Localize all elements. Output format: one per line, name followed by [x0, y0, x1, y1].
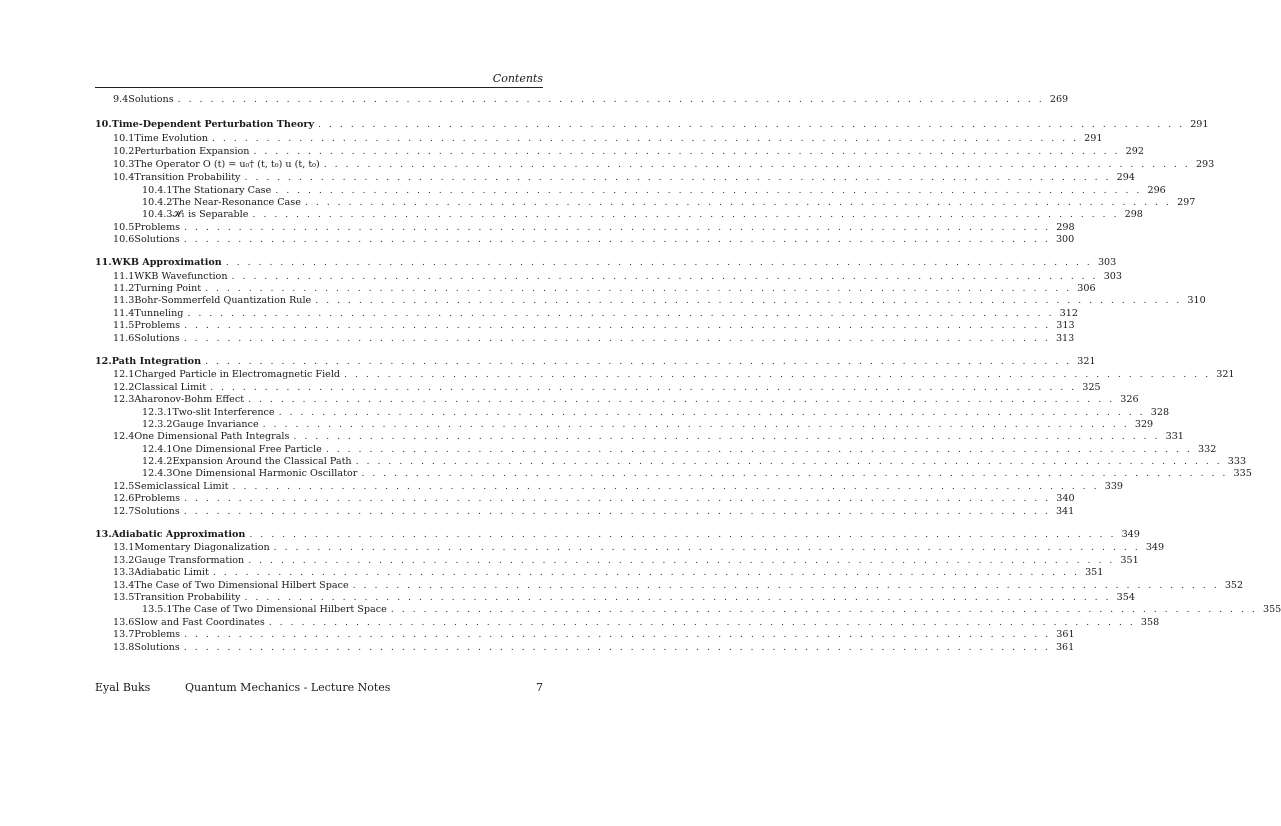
- toc-entry-page: 339: [1104, 481, 1124, 492]
- toc-entry-number: 11.5: [113, 320, 135, 331]
- toc-leader-dots: . . . . . . . . . . . . . . . . . . . . . . . . . . . . . . . . . . . . . . . . . . . . . . . . . . . . . . . . . . . . . . . . . . . . . . . . . . . . . . . .: [183, 642, 1051, 653]
- toc-leader-dots: . . . . . . . . . . . . . . . . . . . . . . . . . . . . . . . . . . . . . . . . . . . . . . . . . . . . . . . . . . . . . . . . . . . . . . . . . . . . . . . .: [205, 356, 1072, 367]
- toc-section-entry[interactable]: [113, 493, 1075, 505]
- toc-entry-number: 12.5: [113, 481, 135, 492]
- toc-entry-page: 321: [1216, 369, 1235, 380]
- toc-entry-title: Tunneling: [134, 308, 184, 319]
- toc-entry-title: Transition Probability: [134, 172, 241, 183]
- toc-section-entry[interactable]: [113, 382, 1101, 394]
- toc-entry-page: 358: [1140, 617, 1160, 628]
- toc-leader-dots: . . . . . . . . . . . . . . . . . . . . . . . . . . . . . . . . . . . . . . . . . . . . . . . . . . . . . . . . . . . . . . . . . . . . . . . . . . . . . . . .: [262, 419, 1130, 430]
- toc-entry-title: The Near-Resonance Case: [172, 197, 301, 208]
- toc-leader-dots: . . . . . . . . . . . . . . . . . . . . . . . . . . . . . . . . . . . . . . . . . . . . . . . . . . . . . . . . . . . . . . . . . . . . . . . . . . . . . . . .: [253, 146, 1120, 157]
- toc-entry-page: 321: [1077, 356, 1096, 367]
- toc-entry-page: 329: [1134, 419, 1154, 430]
- toc-section-entry[interactable]: [113, 222, 1075, 234]
- toc-entry-number: 13.3: [113, 567, 135, 578]
- toc-leader-dots: . . . . . . . . . . . . . . . . . . . . . . . . . . . . . . . . . . . . . . . . . . . . . . . . . . . . . . . . . . . . . . . . . . . . . . . . . . . . . . . .: [212, 133, 1079, 144]
- toc-entry-number: 11.: [95, 257, 112, 268]
- toc-section-entry[interactable]: [113, 542, 1165, 554]
- toc-section-entry[interactable]: [113, 308, 1078, 320]
- toc-entry-page: 331: [1165, 431, 1184, 442]
- toc-entry-number: 13.1: [113, 542, 135, 553]
- toc-entry-page: 325: [1082, 382, 1101, 393]
- toc-section-entry[interactable]: [113, 159, 1215, 171]
- toc-section-entry[interactable]: [113, 283, 1096, 295]
- toc-leader-dots: . . . . . . . . . . . . . . . . . . . . . . . . . . . . . . . . . . . . . . . . . . . . . . . . . . . . . . . . . . . . . . . . . . . . . . . . . . . . . . . .: [183, 333, 1051, 344]
- toc-section-entry[interactable]: [113, 617, 1160, 629]
- toc-entry-title: One Dimensional Free Particle: [172, 444, 322, 455]
- toc-leader-dots: . . . . . . . . . . . . . . . . . . . . . . . . . . . . . . . . . . . . . . . . . . . . . . . . . . . . . . . . . . . . . . . . . . . . . . . . . . . . . . . .: [315, 295, 1182, 306]
- toc-leader-dots: . . . . . . . . . . . . . . . . . . . . . . . . . . . . . . . . . . . . . . . . . . . . . . . . . . . . . . . . . . . . . . . . . . . . . . . . . . . . . . . .: [210, 382, 1077, 393]
- toc-entry-page: 303: [1103, 271, 1122, 282]
- toc-entry-page: 294: [1116, 172, 1135, 183]
- toc-leader-dots: . . . . . . . . . . . . . . . . . . . . . . . . . . . . . . . . . . . . . . . . . . . . . . . . . . . . . . . . . . . . . . . . . . . . . . . . . . . . . . . .: [325, 444, 1193, 455]
- toc-leader-dots: . . . . . . . . . . . . . . . . . . . . . . . . . . . . . . . . . . . . . . . . . . . . . . . . . . . . . . . . . . . . . . . . . . . . . . . . . . . . . . . .: [252, 209, 1119, 220]
- toc-entry-title: Transition Probability: [134, 592, 241, 603]
- toc-leader-dots: . . . . . . . . . . . . . . . . . . . . . . . . . . . . . . . . . . . . . . . . . . . . . . . . . . . . . . . . . . . . . . . . . . . . . . . . . . . . . . . .: [183, 234, 1051, 245]
- toc-entry-page: 341: [1055, 506, 1075, 517]
- toc-entry-page: 352: [1224, 580, 1244, 591]
- toc-entry-title: Solutions: [134, 642, 180, 653]
- toc-subsection-entry[interactable]: [142, 604, 1281, 616]
- toc-subsection-entry[interactable]: [142, 407, 1170, 419]
- toc-section-entry[interactable]: [113, 481, 1124, 493]
- toc-leader-dots: . . . . . . . . . . . . . . . . . . . . . . . . . . . . . . . . . . . . . . . . . . . . . . . . . . . . . . . . . . . . . . . . . . . . . . . . . . . . . . . .: [390, 604, 1258, 615]
- toc-leader-dots: . . . . . . . . . . . . . . . . . . . . . . . . . . . . . . . . . . . . . . . . . . . . . . . . . . . . . . . . . . . . . . . . . . . . . . . . . . . . . . . .: [183, 506, 1051, 517]
- toc-subsection-entry[interactable]: [142, 456, 1247, 468]
- toc-entry-number: 12.3.2: [142, 419, 173, 430]
- toc-subsection-entry[interactable]: [142, 209, 1143, 221]
- toc-leader-dots: . . . . . . . . . . . . . . . . . . . . . . . . . . . . . . . . . . . . . . . . . . . . . . . . . . . . . . . . . . . . . . . . . . . . . . . . . . . . . . . .: [344, 369, 1211, 380]
- toc-section-entry[interactable]: [113, 629, 1075, 641]
- toc-entry-page: 349: [1145, 542, 1165, 553]
- toc-entry-page: 291: [1084, 133, 1103, 144]
- toc-entry-page: 291: [1190, 119, 1209, 130]
- toc-entry-title: 𝓗₁ is Separable: [172, 209, 249, 220]
- toc-leader-dots: . . . . . . . . . . . . . . . . . . . . . . . . . . . . . . . . . . . . . . . . . . . . . . . . . . . . . . . . . . . . . . . . . . . . . . . . . . . . . . . .: [184, 629, 1051, 640]
- toc-leader-dots: . . . . . . . . . . . . . . . . . . . . . . . . . . . . . . . . . . . . . . . . . . . . . . . . . . . . . . . . . . . . . . . . . . . . . . . . . . . . . . . .: [232, 481, 1100, 492]
- toc-entry-page: 355: [1262, 604, 1281, 615]
- toc-entry-title: One Dimensional Harmonic Oscillator: [172, 468, 358, 479]
- toc-entry-number: 13.5.1: [142, 604, 173, 615]
- toc-entry-number: 10.4.3: [142, 209, 173, 220]
- toc-leader-dots: . . . . . . . . . . . . . . . . . . . . . . . . . . . . . . . . . . . . . . . . . . . . . . . . . . . . . . . . . . . . . . . . . . . . . . . . . . . . . . . .: [244, 172, 1111, 183]
- toc-section-entry[interactable]: [113, 431, 1184, 443]
- toc-leader-dots: . . . . . . . . . . . . . . . . . . . . . . . . . . . . . . . . . . . . . . . . . . . . . . . . . . . . . . . . . . . . . . . . . . . . . . . . . . . . . . . .: [304, 197, 1172, 208]
- toc-entry-number: 13.5: [113, 592, 135, 603]
- toc-entry-title: Problems: [134, 629, 181, 640]
- toc-subsection-entry[interactable]: [142, 468, 1252, 480]
- toc-leader-dots: . . . . . . . . . . . . . . . . . . . . . . . . . . . . . . . . . . . . . . . . . . . . . . . . . . . . . . . . . . . . . . . . . . . . . . . . . . . . . . . .: [273, 542, 1141, 553]
- footer-book-title: Quantum Mechanics - Lecture Notes: [185, 681, 391, 694]
- toc-section-entry[interactable]: [113, 506, 1075, 518]
- toc-entry-page: 313: [1056, 320, 1075, 331]
- toc-entry-title: Path Integration: [111, 356, 202, 367]
- toc-leader-dots: . . . . . . . . . . . . . . . . . . . . . . . . . . . . . . . . . . . . . . . . . . . . . . . . . . . . . . . . . . . . . . . . . . . . . . . . . . . . . . . .: [248, 555, 1115, 566]
- toc-entry-number: 12.2: [113, 382, 135, 393]
- toc-section-entry[interactable]: [113, 642, 1075, 654]
- toc-entry-page: 333: [1227, 456, 1247, 467]
- toc-entry-page: 361: [1056, 629, 1075, 640]
- toc-section-entry[interactable]: [113, 320, 1075, 332]
- toc-entry-number: 12.3.1: [142, 407, 173, 418]
- toc-entry-number: 12.6: [113, 493, 135, 504]
- toc-leader-dots: . . . . . . . . . . . . . . . . . . . . . . . . . . . . . . . . . . . . . . . . . . . . . . . . . . . . . . . . . . . . . . . . . . . . . . . . . . . . . . . .: [244, 592, 1111, 603]
- running-title: Contents: [492, 72, 543, 85]
- toc-entry-number: 10.2: [113, 146, 135, 157]
- toc-entry-number: 10.6: [113, 234, 135, 245]
- toc-entry-page: 340: [1056, 493, 1075, 504]
- toc-entry-title: Semiclassical Limit: [134, 481, 229, 492]
- toc-entry-title: The Operator O (t) = u₀† (t, t₀) u (t, t₀): [134, 159, 320, 170]
- toc-entry-number: 12.3: [113, 394, 135, 405]
- toc-entry-page: 351: [1120, 555, 1139, 566]
- toc-entry-title: One Dimensional Path Integrals: [134, 431, 290, 442]
- toc-leader-dots: . . . . . . . . . . . . . . . . . . . . . . . . . . . . . . . . . . . . . . . . . . . . . . . . . . . . . . . . . . . . . . . . . . . . . . . . . . . . . . . .: [318, 119, 1185, 130]
- toc-subsection-entry[interactable]: [142, 185, 1166, 197]
- toc-entry-number: 13.2: [113, 555, 135, 566]
- toc-leader-dots: . . . . . . . . . . . . . . . . . . . . . . . . . . . . . . . . . . . . . . . . . . . . . . . . . . . . . . . . . . . . . . . . . . . . . . . . . . . . . . . .: [184, 493, 1051, 504]
- toc-entry-title: Turning Point: [134, 283, 202, 294]
- toc-entry-number: 13.8: [113, 642, 135, 653]
- toc-entry-page: 303: [1097, 257, 1117, 268]
- toc-leader-dots: . . . . . . . . . . . . . . . . . . . . . . . . . . . . . . . . . . . . . . . . . . . . . . . . . . . . . . . . . . . . . . . . . . . . . . . . . . . . . . . .: [268, 617, 1136, 628]
- toc-entry-title: Momentary Diagonalization: [134, 542, 270, 553]
- toc-chapter-entry[interactable]: [95, 356, 1096, 368]
- toc-chapter-entry[interactable]: [95, 119, 1209, 131]
- toc-entry-page: 354: [1116, 592, 1135, 603]
- toc-entry-page: 351: [1085, 567, 1104, 578]
- toc-entry-title: Time Evolution: [134, 133, 208, 144]
- toc-entry-page: 296: [1147, 185, 1166, 196]
- toc-entry-number: 12.: [95, 356, 112, 367]
- toc-chapter-entry[interactable]: [95, 529, 1140, 541]
- toc-entry-number: 13.6: [113, 617, 135, 628]
- toc-entry-title: The Case of Two Dimensional Hilbert Space: [134, 580, 349, 591]
- toc-entry-title: Charged Particle in Electromagnetic Field: [134, 369, 341, 380]
- toc-chapter-entry[interactable]: [95, 257, 1117, 269]
- footer-page-number: 7: [536, 681, 543, 694]
- toc-entry-page: 332: [1197, 444, 1217, 455]
- toc-entry-number: 10.1: [113, 133, 135, 144]
- toc-entry-page: 306: [1077, 283, 1096, 294]
- toc-entry-page: 300: [1055, 234, 1075, 245]
- toc-entry-title: Solutions: [128, 94, 174, 105]
- toc-entry-page: 361: [1055, 642, 1075, 653]
- toc-entry-number: 12.4.1: [142, 444, 173, 455]
- toc-entry-page: 298: [1056, 222, 1075, 233]
- footer-author: Eyal Buks: [95, 681, 151, 694]
- toc-entry-number: 11.6: [113, 333, 135, 344]
- toc-leader-dots: . . . . . . . . . . . . . . . . . . . . . . . . . . . . . . . . . . . . . . . . . . . . . . . . . . . . . . . . . . . . . . . . . . . . . . . . . . . . . . . .: [225, 257, 1093, 268]
- toc-leader-dots: . . . . . . . . . . . . . . . . . . . . . . . . . . . . . . . . . . . . . . . . . . . . . . . . . . . . . . . . . . . . . . . . . . . . . . . . . . . . . . . .: [293, 431, 1160, 442]
- toc-section-entry[interactable]: [113, 592, 1135, 604]
- toc-entry-title: WKB Approximation: [111, 257, 222, 268]
- toc-entry-number: 10.4.2: [142, 197, 173, 208]
- toc-entry-title: Problems: [134, 493, 181, 504]
- toc-entry-page: 326: [1120, 394, 1139, 405]
- toc-subsection-entry[interactable]: [142, 444, 1217, 456]
- toc-leader-dots: . . . . . . . . . . . . . . . . . . . . . . . . . . . . . . . . . . . . . . . . . . . . . . . . . . . . . . . . . . . . . . . . . . . . . . . . . . . . . . . .: [184, 222, 1051, 233]
- toc-leader-dots: . . . . . . . . . . . . . . . . . . . . . . . . . . . . . . . . . . . . . . . . . . . . . . . . . . . . . . . . . . . . . . . . . . . . . . . . . . . . . . . .: [231, 271, 1098, 282]
- toc-entry-page: 293: [1195, 159, 1215, 170]
- toc-entry-number: 10.4: [113, 172, 135, 183]
- toc-entry-number: 13.4: [113, 580, 135, 591]
- toc-section-entry[interactable]: [113, 234, 1075, 246]
- toc-entry-number: 13.: [95, 529, 112, 540]
- toc-entry-title: WKB Wavefunction: [134, 271, 228, 282]
- toc-entry-page: 312: [1059, 308, 1078, 319]
- toc-subsection-entry[interactable]: [142, 197, 1196, 209]
- toc-leader-dots: . . . . . . . . . . . . . . . . . . . . . . . . . . . . . . . . . . . . . . . . . . . . . . . . . . . . . . . . . . . . . . . . . . . . . . . . . . . . . . . .: [323, 159, 1191, 170]
- toc-entry-number: 10.5: [113, 222, 135, 233]
- toc-entry-number: 11.2: [113, 283, 135, 294]
- toc-entry-title: Slow and Fast Coordinates: [134, 617, 265, 628]
- toc-leader-dots: . . . . . . . . . . . . . . . . . . . . . . . . . . . . . . . . . . . . . . . . . . . . . . . . . . . . . . . . . . . . . . . . . . . . . . . . . . . . . . . .: [275, 185, 1142, 196]
- toc-entry-title: Adiabatic Limit: [134, 567, 209, 578]
- toc-section-entry[interactable]: [113, 555, 1139, 567]
- toc-entry-page: 297: [1177, 197, 1196, 208]
- toc-entry-title: Aharonov-Bohm Effect: [134, 394, 245, 405]
- toc-section-entry[interactable]: [113, 567, 1104, 579]
- toc-section-entry[interactable]: [113, 333, 1075, 345]
- toc-entry-page: 292: [1125, 146, 1144, 157]
- toc-leader-dots: . . . . . . . . . . . . . . . . . . . . . . . . . . . . . . . . . . . . . . . . . . . . . . . . . . . . . . . . . . . . . . . . . . . . . . . . . . . . . . . .: [248, 394, 1115, 405]
- toc-section-entry[interactable]: [113, 394, 1139, 406]
- toc-section-entry[interactable]: [113, 295, 1206, 307]
- toc-entry-page: 349: [1121, 529, 1140, 540]
- toc-subsection-entry[interactable]: [142, 419, 1154, 431]
- toc-entry-number: 11.3: [113, 295, 135, 306]
- toc-entry-number: 10.: [95, 119, 112, 130]
- toc-section-entry[interactable]: [113, 369, 1235, 381]
- toc-entry-page: 313: [1055, 333, 1075, 344]
- toc-leader-dots: . . . . . . . . . . . . . . . . . . . . . . . . . . . . . . . . . . . . . . . . . . . . . . . . . . . . . . . . . . . . . . . . . . . . . . . . . . . . . . . .: [361, 468, 1228, 479]
- toc-entry-page: 328: [1150, 407, 1170, 418]
- toc-entry-title: The Stationary Case: [172, 185, 272, 196]
- toc-entry-title: Time-Dependent Perturbation Theory: [111, 119, 315, 130]
- toc-entry-title: Problems: [134, 222, 181, 233]
- toc-entry-page: 310: [1187, 295, 1206, 306]
- toc-entry-number: 12.4.3: [142, 468, 173, 479]
- toc-entry-number: 11.1: [113, 271, 135, 282]
- toc-entry-title: Expansion Around the Classical Path: [172, 456, 352, 467]
- toc-entry-number: 10.3: [113, 159, 135, 170]
- toc-entry-title: Problems: [134, 320, 181, 331]
- toc-section-entry[interactable]: [113, 146, 1144, 158]
- toc-entry-title: Solutions: [134, 506, 180, 517]
- toc-entry-title: Solutions: [134, 234, 180, 245]
- toc-entry-title: Perturbation Expansion: [134, 146, 250, 157]
- toc-entry-title: The Case of Two Dimensional Hilbert Space: [172, 604, 387, 615]
- toc-section-entry[interactable]: [113, 133, 1103, 145]
- toc-section-entry[interactable]: [113, 172, 1135, 184]
- toc-entry-title: Gauge Transformation: [134, 555, 245, 566]
- running-header: [95, 72, 543, 88]
- toc-leader-dots: . . . . . . . . . . . . . . . . . . . . . . . . . . . . . . . . . . . . . . . . . . . . . . . . . . . . . . . . . . . . . . . . . . . . . . . . . . . . . . . .: [187, 308, 1054, 319]
- toc-entry-title: Two-slit Interference: [172, 407, 275, 418]
- toc-entry-title: Bohr-Sommerfeld Quantization Rule: [134, 295, 312, 306]
- toc-entry-page: 269: [1049, 94, 1069, 105]
- toc-entry-title: Gauge Invariance: [172, 419, 259, 430]
- toc-leader-dots: . . . . . . . . . . . . . . . . . . . . . . . . . . . . . . . . . . . . . . . . . . . . . . . . . . . . . . . . . . . . . . . . . . . . . . . . . . . . . . . .: [212, 567, 1080, 578]
- toc-entry-title: Adiabatic Approximation: [111, 529, 246, 540]
- toc-entry-number: 10.4.1: [142, 185, 173, 196]
- toc-section-entry[interactable]: [113, 94, 1069, 106]
- toc-leader-dots: . . . . . . . . . . . . . . . . . . . . . . . . . . . . . . . . . . . . . . . . . . . . . . . . . . . . . . . . . . . . . . . . . . . . . . . . . . . . . . . .: [205, 283, 1072, 294]
- toc-entry-title: Classical Limit: [134, 382, 207, 393]
- toc-leader-dots: . . . . . . . . . . . . . . . . . . . . . . . . . . . . . . . . . . . . . . . . . . . . . . . . . . . . . . . . . . . . . . . . . . . . . . . . . . . . . . . .: [352, 580, 1220, 591]
- toc-leader-dots: . . . . . . . . . . . . . . . . . . . . . . . . . . . . . . . . . . . . . . . . . . . . . . . . . . . . . . . . . . . . . . . . . . . . . . . . . . . . . . . .: [355, 456, 1223, 467]
- toc-entry-number: 9.4: [113, 94, 129, 105]
- toc-entry-number: 12.7: [113, 506, 135, 517]
- toc-section-entry[interactable]: [113, 580, 1244, 592]
- toc-entry-number: 12.1: [113, 369, 135, 380]
- toc-leader-dots: . . . . . . . . . . . . . . . . . . . . . . . . . . . . . . . . . . . . . . . . . . . . . . . . . . . . . . . . . . . . . . . . . . . . . . . . . . . . . . . .: [177, 94, 1045, 105]
- toc-entry-page: 335: [1233, 468, 1252, 479]
- toc-entry-title: Solutions: [134, 333, 180, 344]
- toc-section-entry[interactable]: [113, 271, 1122, 283]
- toc-leader-dots: . . . . . . . . . . . . . . . . . . . . . . . . . . . . . . . . . . . . . . . . . . . . . . . . . . . . . . . . . . . . . . . . . . . . . . . . . . . . . . . .: [278, 407, 1146, 418]
- toc-entry-number: 13.7: [113, 629, 135, 640]
- toc-entry-number: 12.4: [113, 431, 135, 442]
- toc-leader-dots: . . . . . . . . . . . . . . . . . . . . . . . . . . . . . . . . . . . . . . . . . . . . . . . . . . . . . . . . . . . . . . . . . . . . . . . . . . . . . . . .: [249, 529, 1116, 540]
- toc-entry-page: 298: [1124, 209, 1143, 220]
- toc-entry-number: 12.4.2: [142, 456, 173, 467]
- toc-entry-number: 11.4: [113, 308, 135, 319]
- toc-leader-dots: . . . . . . . . . . . . . . . . . . . . . . . . . . . . . . . . . . . . . . . . . . . . . . . . . . . . . . . . . . . . . . . . . . . . . . . . . . . . . . . .: [184, 320, 1051, 331]
